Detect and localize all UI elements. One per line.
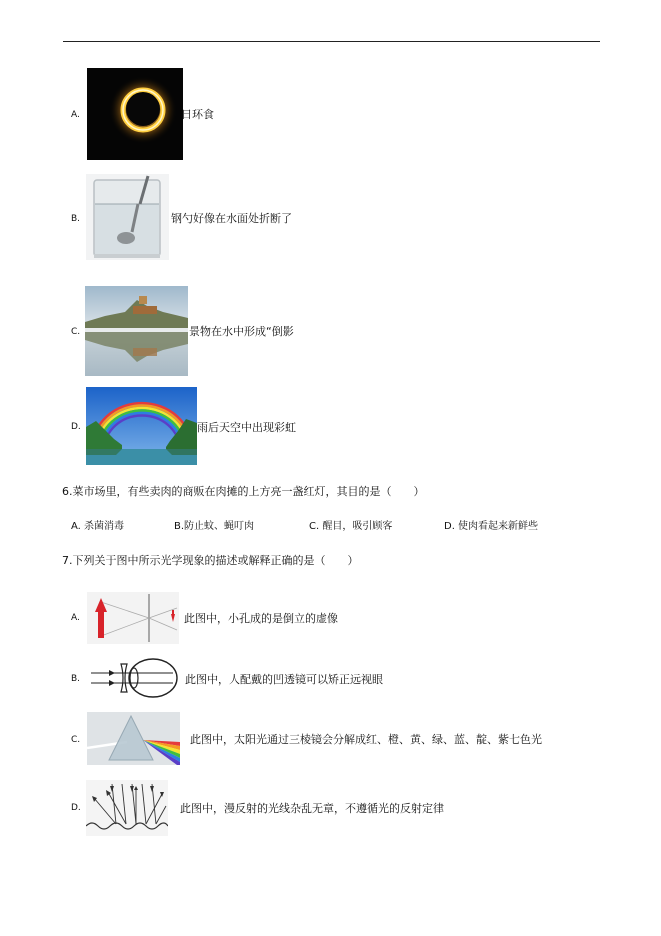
question-7-stem: 7.下列关于图中所示光学现象的描述或解释正确的是（ ） <box>62 554 359 567</box>
q5-option-d-text: 雨后天空中出现彩虹 <box>197 421 296 434</box>
q7-option-a-text: 此图中，小孔成的是倒立的虚像 <box>184 612 338 625</box>
q6-choice-c: C. 醒目，吸引顾客 <box>309 521 393 532</box>
pinhole-camera-diagram <box>87 592 179 644</box>
q5-option-c-letter: C. <box>71 327 81 337</box>
q6-choice-b: B.防止蚊、蝇叮肉 <box>174 521 255 532</box>
q7-option-a-letter: A. <box>71 613 80 623</box>
diffuse-reflection-diagram <box>86 780 168 836</box>
q6-choice-a: A. 杀菌消毒 <box>71 521 125 532</box>
question-6-stem: 6.菜市场里，有些卖肉的商贩在肉摊的上方亮一盏红灯，其目的是（ ） <box>62 485 425 498</box>
q7-option-c-text: 此图中，太阳光通过三棱镜会分解成红、橙、黄、绿、蓝、靛、紫七色光 <box>190 733 542 746</box>
header-rule <box>63 41 600 42</box>
q7-option-d-letter: D. <box>71 803 81 813</box>
q7-option-d-text: 此图中，漫反射的光线杂乱无章，不遵循光的反射定律 <box>180 802 444 815</box>
q5-option-d-letter: D. <box>71 422 81 432</box>
q5-option-b-letter: B. <box>71 214 81 224</box>
q5-option-a-text: 日环食 <box>181 108 214 121</box>
prism-dispersion-diagram <box>87 712 180 765</box>
reflection-photo <box>85 286 188 376</box>
solar-eclipse-photo <box>87 68 183 160</box>
q5-option-c-text: 景物在水中形成“倒影 <box>189 325 294 338</box>
q5-option-a-letter: A. <box>71 110 80 120</box>
q6-choice-d: D. 使肉看起来新鲜些 <box>444 521 539 532</box>
q7-option-c-letter: C. <box>71 735 81 745</box>
spoon-in-water-photo <box>86 174 169 260</box>
rainbow-photo <box>86 387 197 465</box>
eye-lens-diagram <box>87 656 182 701</box>
q5-option-b-text: 钢勺好像在水面处折断了 <box>171 212 292 225</box>
q7-option-b-letter: B. <box>71 674 81 684</box>
q7-option-b-text: 此图中，人配戴的凹透镜可以矫正远视眼 <box>185 673 383 686</box>
